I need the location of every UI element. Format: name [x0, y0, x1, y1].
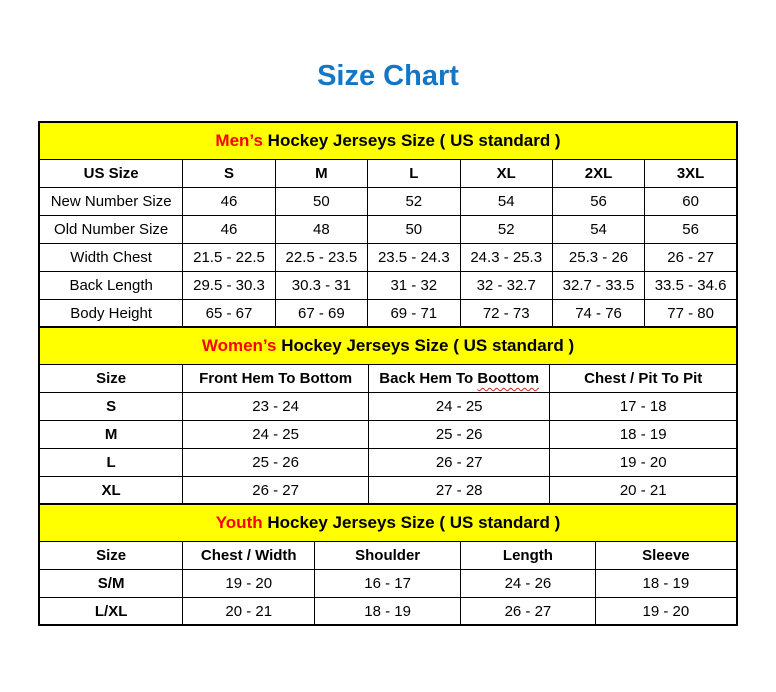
table-row — [39, 271, 737, 299]
table-cell: 29.5 - 30.3 — [183, 271, 275, 299]
row-label-cell: Width Chest — [39, 243, 183, 271]
mens-section-title — [39, 122, 737, 159]
misspelled-word-spellcheck-underline: Boottom — [477, 369, 540, 387]
table-row — [39, 476, 737, 504]
table-cell: 65 - 67 — [183, 299, 275, 327]
column-header-cell: L — [368, 159, 460, 187]
table-cell: 18 - 19 — [315, 597, 461, 625]
table-cell: 18 - 19 — [550, 420, 737, 448]
table-cell: 77 - 80 — [645, 299, 737, 327]
youth-section-title-rest: Hockey Jerseys Size ( US standard ) — [262, 513, 561, 533]
womens-size-table — [38, 326, 738, 505]
row-label-cell: S — [39, 392, 183, 420]
youth-size-table — [38, 503, 738, 626]
womens-table-body — [39, 392, 737, 504]
table-cell: 54 — [460, 187, 552, 215]
row-label-cell: S/M — [39, 569, 183, 597]
table-cell: 24.3 - 25.3 — [460, 243, 552, 271]
column-header-cell: S — [183, 159, 275, 187]
table-row — [39, 187, 737, 215]
mens-size-table — [38, 121, 738, 328]
womens-section-title-rest: Hockey Jerseys Size ( US standard ) — [276, 336, 575, 356]
column-header-cell: Length — [461, 541, 596, 569]
table-row — [39, 420, 737, 448]
table-cell: 23.5 - 24.3 — [368, 243, 460, 271]
column-header-cell: M — [275, 159, 367, 187]
table-cell: 52 — [368, 187, 460, 215]
table-row — [39, 243, 737, 271]
column-header-cell: 2XL — [552, 159, 644, 187]
youth-table-body — [39, 569, 737, 625]
column-header-cell: Chest / Width — [183, 541, 315, 569]
table-cell: 19 - 20 — [595, 597, 737, 625]
table-cell: 72 - 73 — [460, 299, 552, 327]
table-cell: 26 - 27 — [183, 476, 369, 504]
table-cell: 26 - 27 — [368, 448, 549, 476]
row-label-cell: XL — [39, 476, 183, 504]
table-cell: 33.5 - 34.6 — [645, 271, 737, 299]
table-cell: 54 — [552, 215, 644, 243]
table-cell: 67 - 69 — [275, 299, 367, 327]
table-cell: 52 — [460, 215, 552, 243]
youth-section-title — [39, 504, 737, 541]
mens-section-title-rest: Hockey Jerseys Size ( US standard ) — [262, 131, 561, 151]
row-label-cell: Old Number Size — [39, 215, 183, 243]
table-cell: 56 — [552, 187, 644, 215]
table-cell: 46 — [183, 187, 275, 215]
table-cell: 50 — [275, 187, 367, 215]
table-cell: 27 - 28 — [368, 476, 549, 504]
size-chart-page — [0, 60, 776, 626]
table-cell: 19 - 20 — [550, 448, 737, 476]
table-cell: 25 - 26 — [183, 448, 369, 476]
table-cell: 25.3 - 26 — [552, 243, 644, 271]
row-label-cell: L — [39, 448, 183, 476]
table-cell: 30.3 - 31 — [275, 271, 367, 299]
table-row — [39, 448, 737, 476]
table-row — [39, 597, 737, 625]
table-cell: 24 - 25 — [183, 420, 369, 448]
table-cell: 22.5 - 23.5 — [275, 243, 367, 271]
table-cell: 25 - 26 — [368, 420, 549, 448]
column-header-cell: Front Hem To Bottom — [183, 364, 369, 392]
table-cell: 21.5 - 22.5 — [183, 243, 275, 271]
table-cell: 74 - 76 — [552, 299, 644, 327]
table-cell: 18 - 19 — [595, 569, 737, 597]
table-cell: 46 — [183, 215, 275, 243]
table-cell: 23 - 24 — [183, 392, 369, 420]
womens-column-header-row — [39, 364, 737, 392]
column-header-cell: US Size — [39, 159, 183, 187]
youth-column-header-row — [39, 541, 737, 569]
youth-section-title-highlight: Youth — [215, 513, 263, 533]
row-label-cell: M — [39, 420, 183, 448]
page-title: Size Chart — [317, 60, 459, 92]
column-header-cell: Size — [39, 364, 183, 392]
column-header-text: Back Hem To — [379, 369, 478, 387]
table-cell: 20 - 21 — [550, 476, 737, 504]
mens-section-title-highlight: Men’s — [215, 131, 263, 151]
column-header-cell: Size — [39, 541, 183, 569]
table-cell: 32.7 - 33.5 — [552, 271, 644, 299]
table-cell: 24 - 25 — [368, 392, 549, 420]
table-cell: 26 - 27 — [645, 243, 737, 271]
table-row — [39, 392, 737, 420]
row-label-cell: Body Height — [39, 299, 183, 327]
table-cell: 48 — [275, 215, 367, 243]
table-cell: 31 - 32 — [368, 271, 460, 299]
table-cell: 69 - 71 — [368, 299, 460, 327]
mens-column-header-row — [39, 159, 737, 187]
womens-section-title-highlight: Women’s — [201, 336, 277, 356]
table-row — [39, 569, 737, 597]
table-cell: 19 - 20 — [183, 569, 315, 597]
table-row — [39, 215, 737, 243]
table-cell: 24 - 26 — [461, 569, 596, 597]
womens-section-title — [39, 327, 737, 364]
mens-table-body — [39, 187, 737, 327]
table-cell: 60 — [645, 187, 737, 215]
table-cell: 56 — [645, 215, 737, 243]
youth-section-header-row — [39, 504, 737, 541]
size-tables-container — [38, 121, 738, 626]
table-cell: 32 - 32.7 — [460, 271, 552, 299]
table-cell: 20 - 21 — [183, 597, 315, 625]
column-header-cell — [368, 364, 549, 392]
womens-section-header-row — [39, 327, 737, 364]
mens-section-header-row — [39, 122, 737, 159]
table-cell: 26 - 27 — [461, 597, 596, 625]
column-header-cell: Shoulder — [315, 541, 461, 569]
table-cell: 50 — [368, 215, 460, 243]
column-header-cell: 3XL — [645, 159, 737, 187]
row-label-cell: Back Length — [39, 271, 183, 299]
table-cell: 16 - 17 — [315, 569, 461, 597]
table-row — [39, 299, 737, 327]
column-header-cell: XL — [460, 159, 552, 187]
column-header-cell: Chest / Pit To Pit — [550, 364, 737, 392]
row-label-cell: New Number Size — [39, 187, 183, 215]
table-cell: 17 - 18 — [550, 392, 737, 420]
column-header-cell: Sleeve — [595, 541, 737, 569]
row-label-cell: L/XL — [39, 597, 183, 625]
